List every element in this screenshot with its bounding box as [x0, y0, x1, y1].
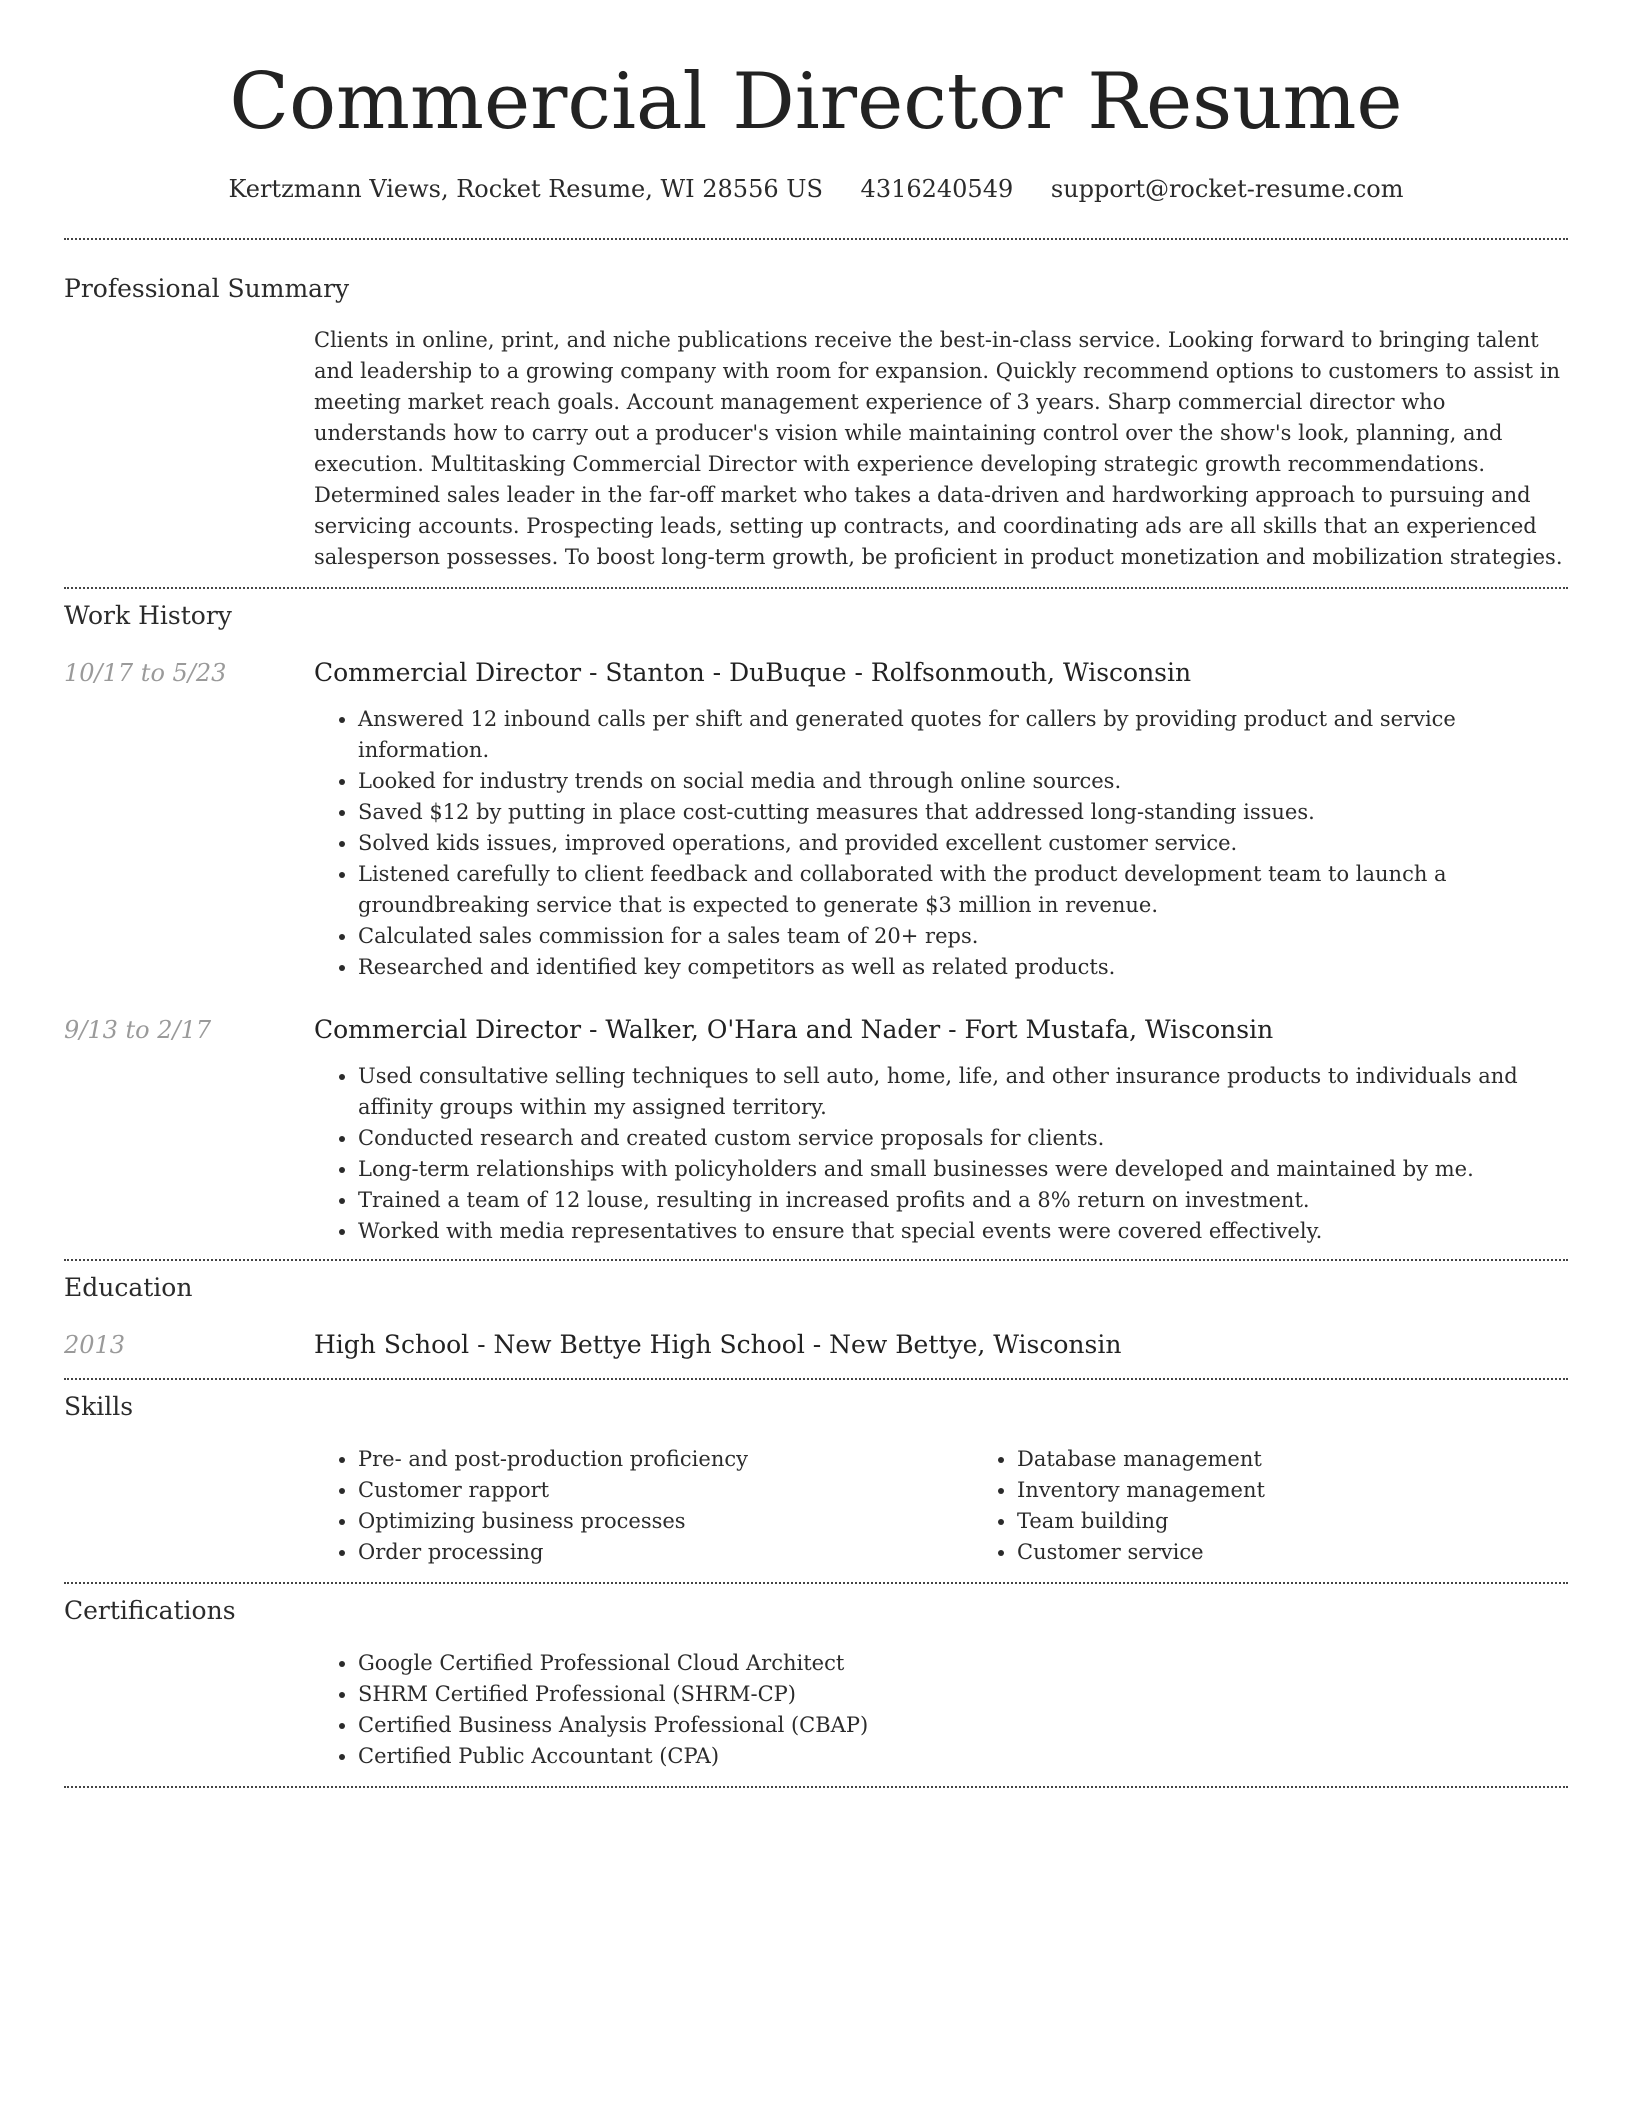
list-item: • Database management	[1017, 1444, 1632, 1475]
section-heading-education: Education	[64, 1273, 193, 1302]
skills-column-2	[973, 1444, 1632, 1568]
contact-email: support@rocket-resume.com	[1050, 175, 1404, 203]
list-item: • Optimizing business processes	[358, 1506, 973, 1537]
list-item: • Customer service	[1017, 1537, 1632, 1568]
page-title: Commercial Director Resume	[229, 57, 1403, 147]
list-item: • Answered 12 inbound calls per shift and generated quotes for callers by providing product and service information.	[358, 704, 1568, 766]
list-item: • Calculated sales commission for a sales team of 20+ reps.	[358, 921, 1568, 952]
summary-text: Clients in online, print, and niche publications receive the best-in-class service. Looking forward to bringing talent and leadership to a growing company with room for expansion. Quickly recommend options to customers to assist in meeting market reach goals. Account management experience of 3 years. Sharp commercial director who understands how to carry out a producer's vision while maintaining control over the show's look, planning, and execution. Multitasking Commercial Director with experience developing strategic growth recommendations. Determined sales leader in the far-off market who takes a data-driven and hardworking approach to pursuing and servicing accounts. Prospecting leads, setting up contracts, and coordinating ads are all skills that an experienced salesperson possesses. To boost long-term growth, be proficient in product monetization and mobilization strategies.	[314, 328, 1563, 569]
section-heading-certifications: Certifications	[64, 1596, 236, 1625]
skills-section	[64, 1392, 1568, 1568]
job-bullets	[314, 1061, 1568, 1247]
job-dates: 9/13 to 2/17	[64, 1016, 212, 1044]
summary-row	[64, 325, 1568, 573]
list-item: • Google Certified Professional Cloud Architect	[358, 1648, 1568, 1679]
job-title: Commercial Director - Walker, O'Hara and Nader - Fort Mustafa, Wisconsin	[314, 1015, 1274, 1044]
divider	[64, 238, 1568, 240]
divider	[64, 1786, 1568, 1788]
list-item: • Looked for industry trends on social media and through online sources.	[358, 766, 1568, 797]
certifications-list	[314, 1648, 1568, 1772]
section-heading-summary: Professional Summary	[64, 274, 350, 303]
list-item: • Customer rapport	[358, 1475, 973, 1506]
summary-section	[64, 274, 1568, 573]
education-entry	[64, 1330, 1568, 1360]
job-dates: 10/17 to 5/23	[64, 659, 227, 687]
divider	[64, 1582, 1568, 1584]
skills-column-1	[314, 1444, 973, 1568]
divider	[64, 1259, 1568, 1261]
list-item: • Trained a team of 12 louse, resulting in increased profits and a 8% return on investment.	[358, 1185, 1568, 1216]
list-item: • Pre- and post-production proficiency	[358, 1444, 973, 1475]
education-year: 2013	[64, 1331, 126, 1359]
list-item: • Saved $12 by putting in place cost-cutting measures that addressed long-standing issues.	[358, 797, 1568, 828]
job-bullets	[314, 704, 1568, 983]
skills-row	[64, 1444, 1568, 1568]
contact-line	[64, 174, 1568, 204]
education-section	[64, 1273, 1568, 1360]
certifications-body	[314, 1648, 1568, 1772]
work-section	[64, 601, 1568, 1247]
certifications-section	[64, 1596, 1568, 1772]
job-title: Commercial Director - Stanton - DuBuque - Rolfsonmouth, Wisconsin	[314, 658, 1192, 687]
education-body	[314, 1330, 1568, 1360]
list-item: • Long-term relationships with policyholders and small businesses were developed and maintained by me.	[358, 1154, 1568, 1185]
list-item: • Listened carefully to client feedback and collaborated with the product development team to launch a groundbreaking service that is expected to generate $3 million in revenue.	[358, 859, 1568, 921]
list-item: • Inventory management	[1017, 1475, 1632, 1506]
job-entry	[64, 1015, 1568, 1247]
job-body	[314, 658, 1568, 983]
list-item: • SHRM Certified Professional (SHRM-CP)	[358, 1679, 1568, 1710]
list-item: • Certified Business Analysis Professional (CBAP)	[358, 1710, 1568, 1741]
list-item: • Order processing	[358, 1537, 973, 1568]
list-item: • Certified Public Accountant (CPA)	[358, 1741, 1568, 1772]
job-body	[314, 1015, 1568, 1247]
skills-grid	[314, 1444, 1632, 1568]
resume-page	[64, 0, 1568, 1788]
certifications-row	[64, 1648, 1568, 1772]
section-heading-skills: Skills	[64, 1392, 134, 1421]
education-title: High School - New Bettye High School - New Bettye, Wisconsin	[314, 1330, 1122, 1359]
summary-body	[314, 325, 1568, 573]
divider	[64, 1378, 1568, 1380]
divider	[64, 587, 1568, 589]
list-item: • Used consultative selling techniques to sell auto, home, life, and other insurance products to individuals and affinity groups within my assigned territory.	[358, 1061, 1568, 1123]
contact-address: Kertzmann Views, Rocket Resume, WI 28556 US	[228, 175, 823, 203]
section-heading-work: Work History	[64, 601, 232, 630]
list-item: • Researched and identified key competitors as well as related products.	[358, 952, 1568, 983]
list-item: • Team building	[1017, 1506, 1632, 1537]
contact-phone: 4316240549	[860, 175, 1014, 203]
list-item: • Solved kids issues, improved operations, and provided excellent customer service.	[358, 828, 1568, 859]
job-entry	[64, 658, 1568, 983]
list-item: • Conducted research and created custom service proposals for clients.	[358, 1123, 1568, 1154]
list-item: • Worked with media representatives to ensure that special events were covered effectively.	[358, 1216, 1568, 1247]
